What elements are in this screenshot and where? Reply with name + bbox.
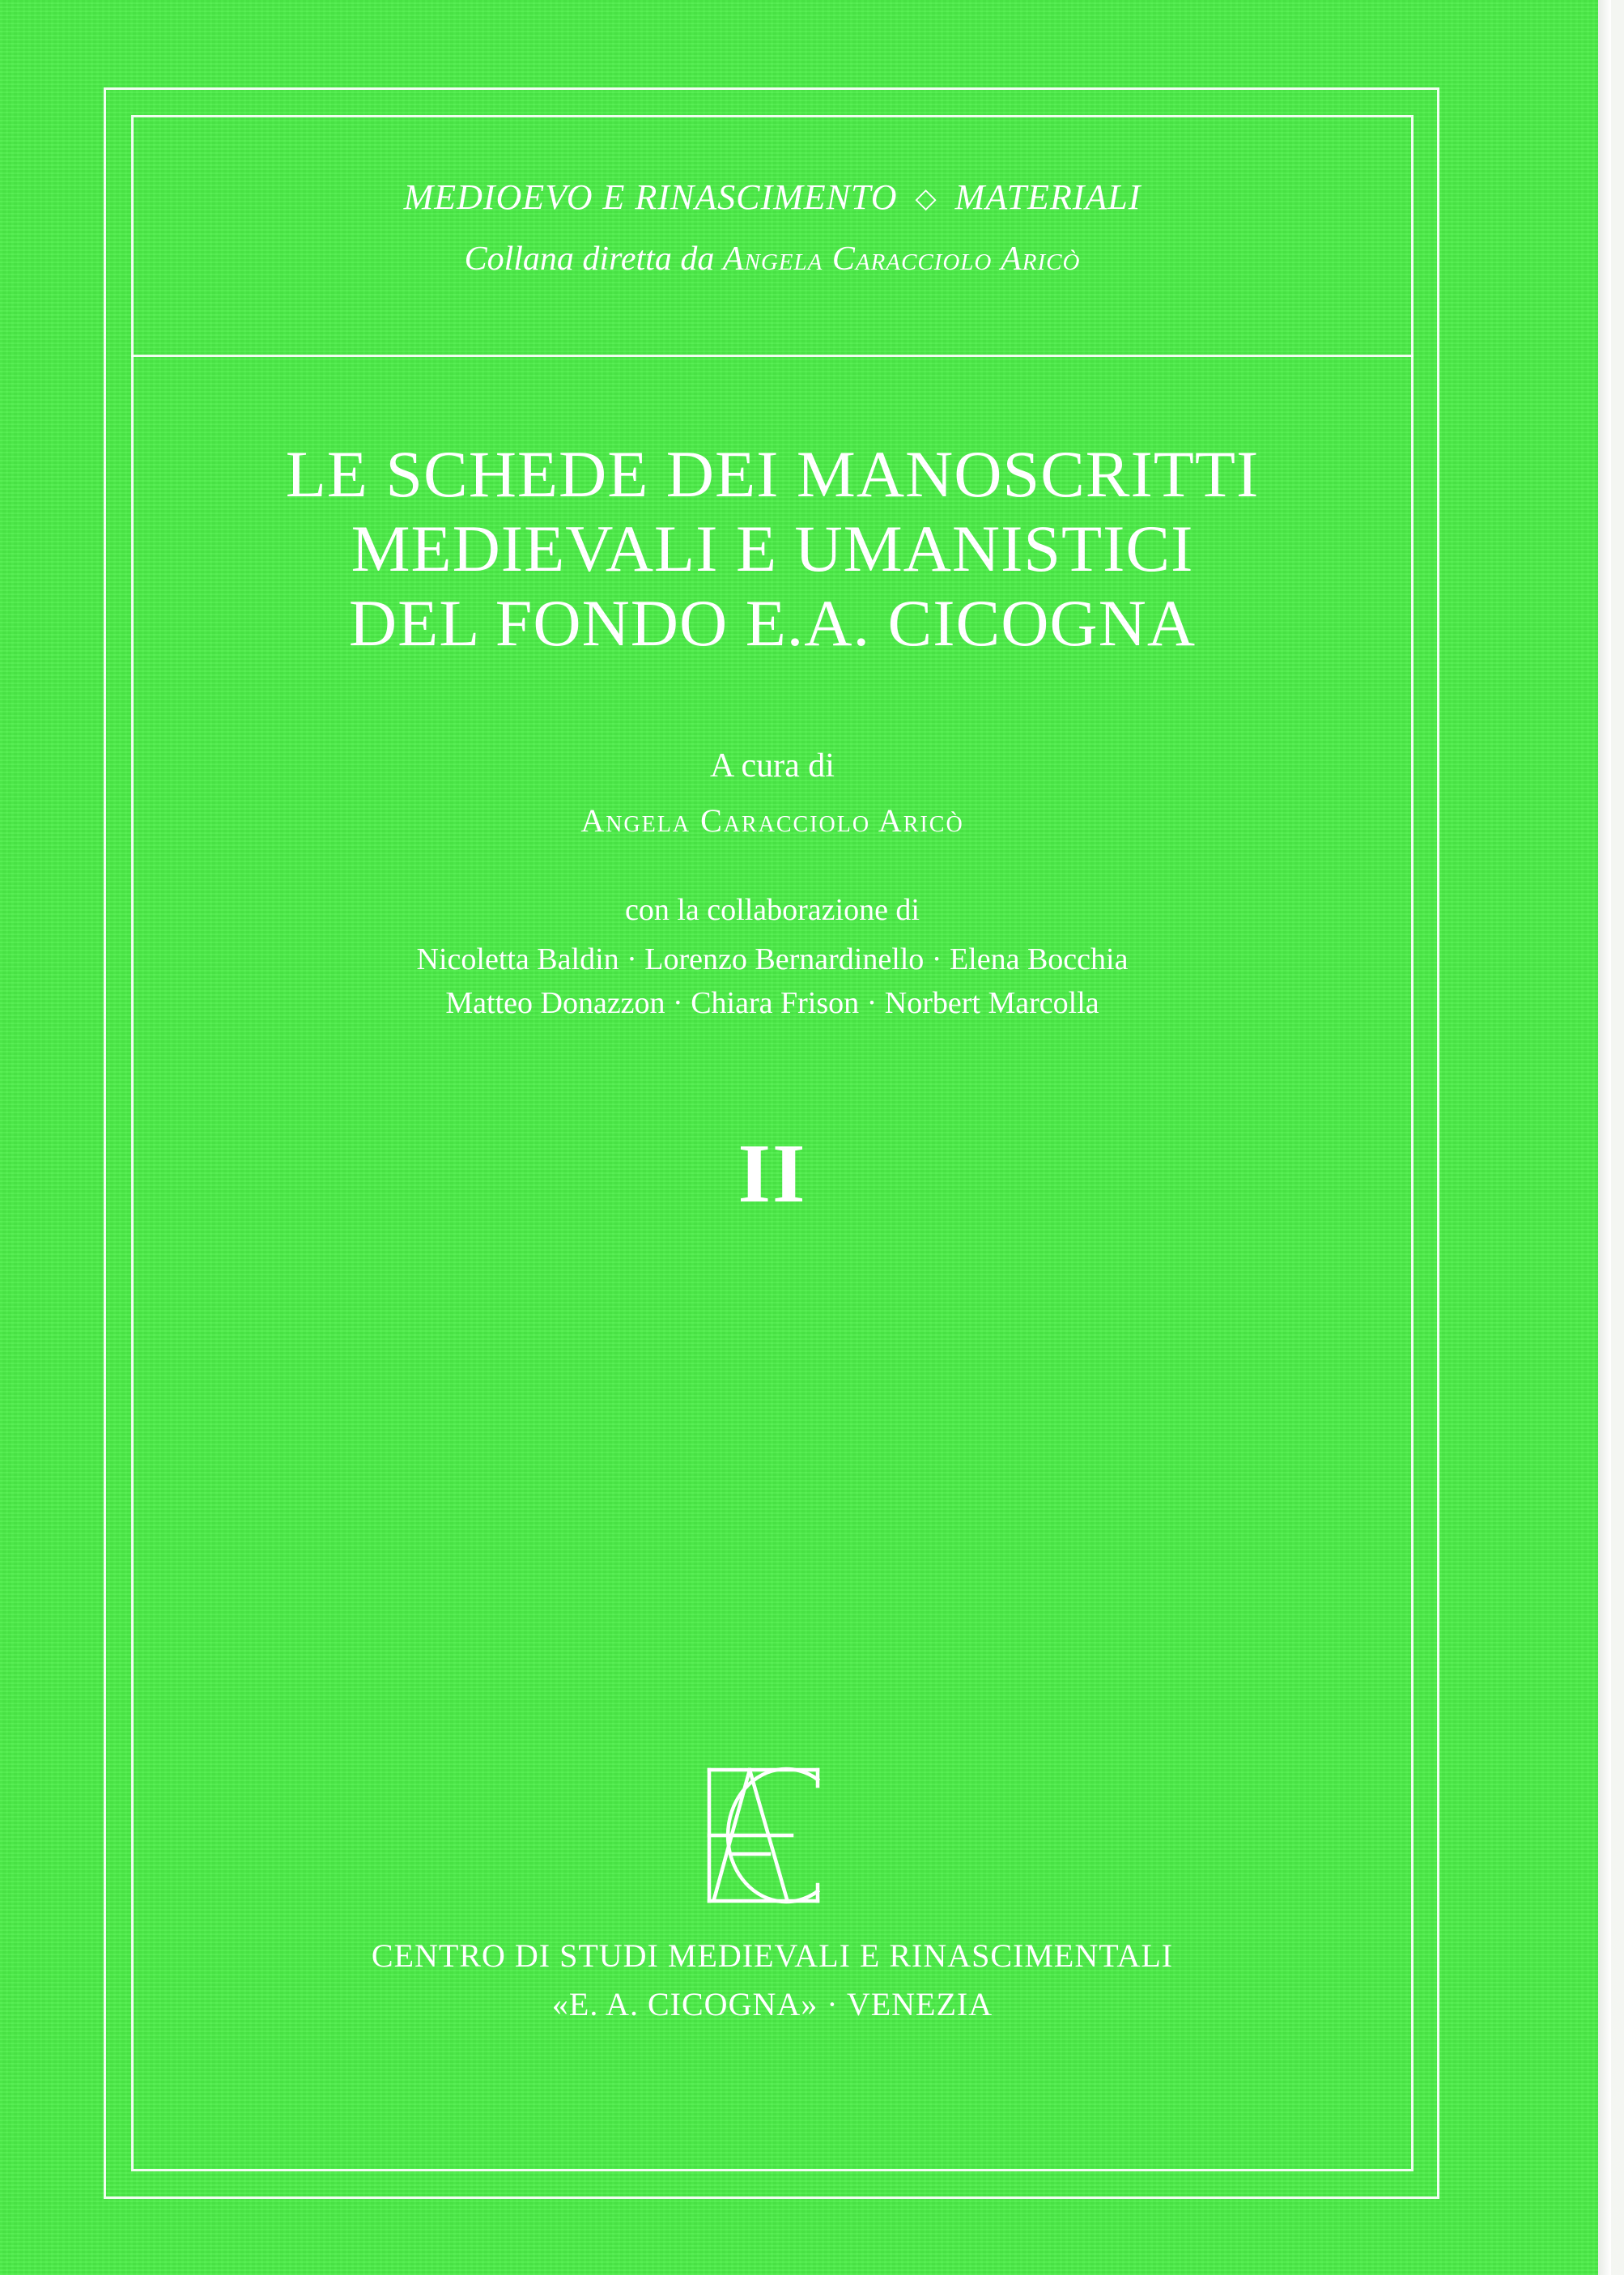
volume-number: II — [738, 1127, 807, 1220]
title-line-1: LE SCHEDE DEI MANOSCRITTI — [285, 437, 1260, 511]
ace-monogram-logo — [703, 1763, 824, 1907]
cover-edge — [1598, 0, 1611, 2275]
book-title — [131, 437, 1414, 661]
collaborators-line-2: Matteo Donazzon · Chiara Frison · Norbert Marcolla — [445, 986, 1099, 1020]
director-prefix: Collana diretta da — [464, 240, 715, 278]
editorship-label: A cura di — [710, 747, 835, 785]
series-director — [131, 240, 1414, 279]
series-name-left: MEDIOEVO E RINASCIMENTO — [403, 177, 898, 217]
title-line-3: DEL FONDO E.A. CICOGNA — [348, 586, 1197, 660]
publisher-location: «E. A. CICOGNA» · VENEZIA — [551, 1986, 993, 2022]
diamond-icon: ◇ — [915, 184, 937, 214]
publisher-name: CENTRO DI STUDI MEDIEVALI E RINASCIMENTALI — [371, 1937, 1174, 1974]
collaboration-label: con la collaborazione di — [624, 893, 920, 927]
title-line-2: MEDIEVALI E UMANISTICI — [351, 512, 1194, 585]
header-divider — [131, 355, 1414, 357]
series-name-right: MATERIALI — [954, 177, 1141, 217]
collaborators — [131, 938, 1414, 1025]
director-name: Angela Caracciolo Aricò — [722, 240, 1081, 278]
series-title — [131, 176, 1414, 218]
collaborators-line-1: Nicoletta Baldin · Lorenzo Bernardinello · Elena Bocchia — [416, 942, 1129, 976]
editor-name: Angela Caracciolo Aricò — [580, 802, 964, 839]
